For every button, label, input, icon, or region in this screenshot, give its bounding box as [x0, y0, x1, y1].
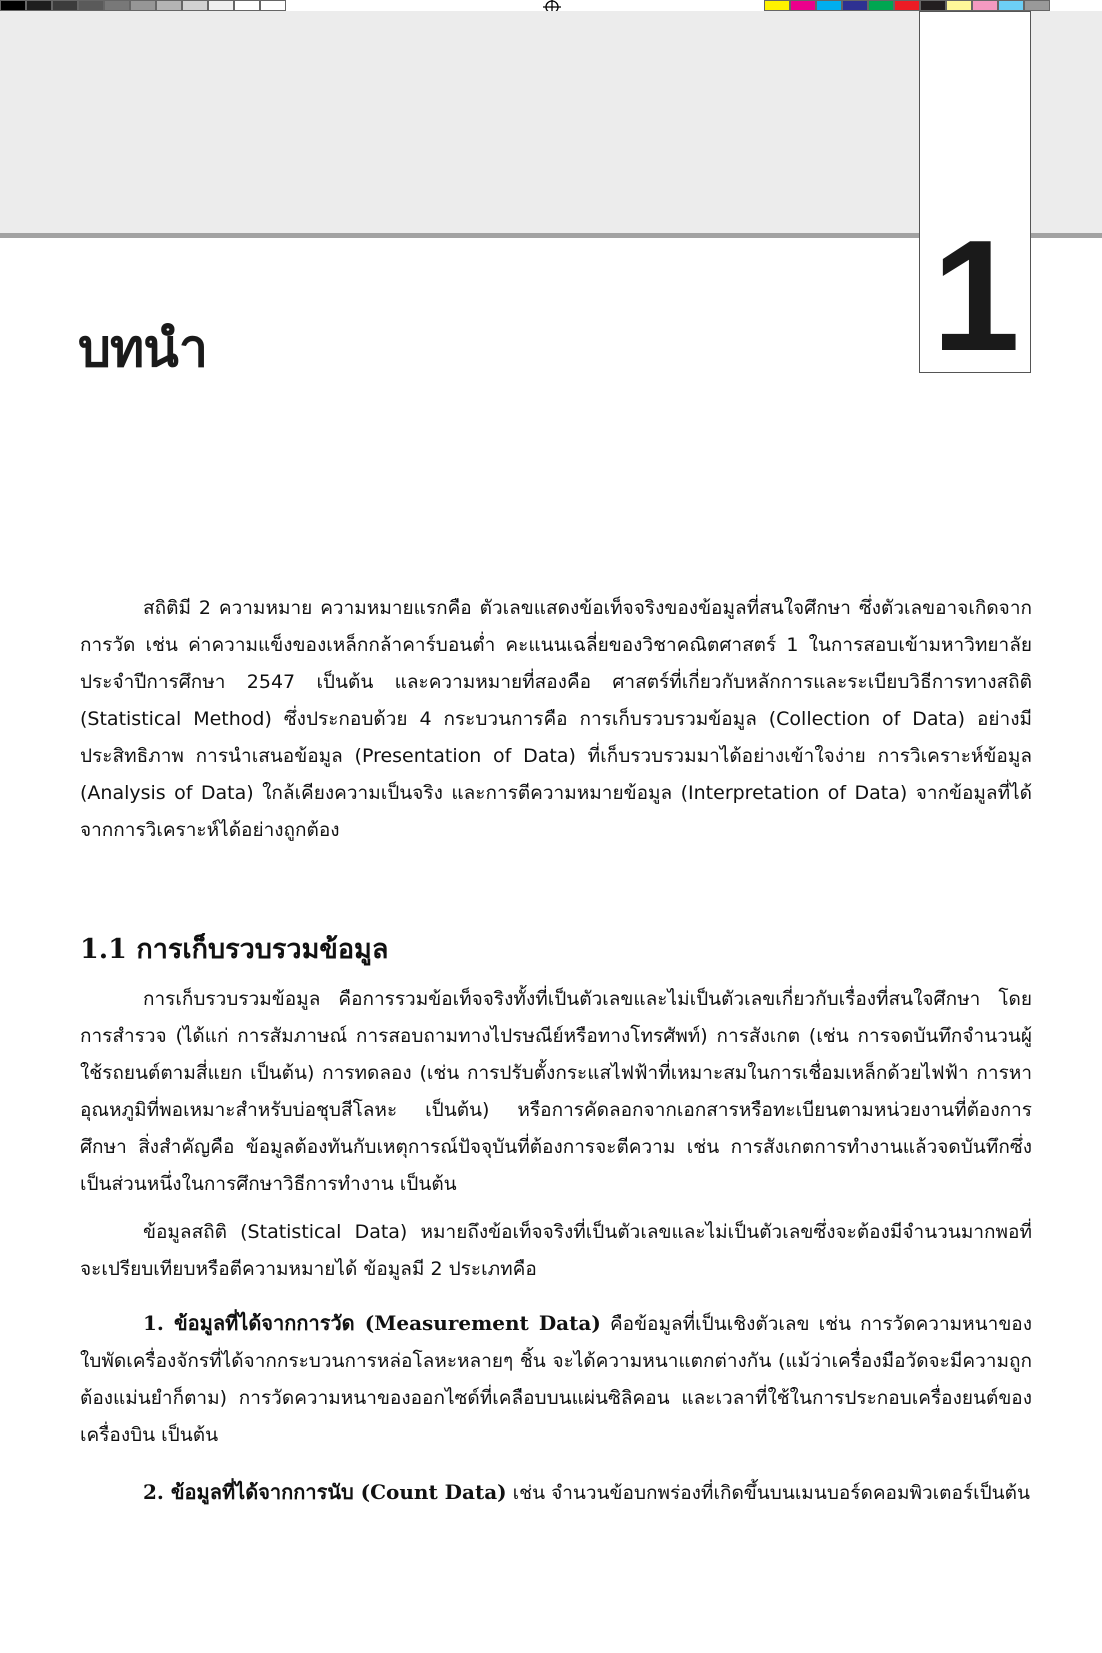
- color-swatch: [946, 0, 972, 11]
- color-swatch: [26, 0, 52, 11]
- color-swatch: [78, 0, 104, 11]
- item-heading: 2. ข้อมูลที่ได้จากการนับ (Count Data): [143, 1480, 507, 1504]
- color-swatch: [182, 0, 208, 11]
- item-text: คือข้อมูลที่เป็นเชิงตัวเลข เช่น การวัดความหนาของใบพัดเครื่องจักรที่ได้จากกระบวนการหล่อโลหะหลายๆ ชิ้น จะได้ความหนาแตกต่างกัน (แม้ว่าเครื่องมือวัดจะมีความถูกต้องแม่นยำก็ตาม) การวัดความหนาของออกไซด์ที่เคลือบบนแผ่นซิลิคอน และเวลาที่ใช้ในการประกอบเครื่องยนต์ของเครื่องบิน เป็นต้น: [80, 1313, 1032, 1446]
- color-swatch: [104, 0, 130, 11]
- color-swatch: [234, 0, 260, 11]
- section-paragraph-2: ข้อมูลสถิติ (Statistical Data) หมายถึงข้อเท็จจริงที่เป็นตัวเลขและไม่เป็นตัวเลขซึ่งจะต้องมีจำนวนมากพอที่จะเปรียบเทียบหรือตีความหมายได้ ข้อมูลมี 2 ประเภทคือ: [80, 1221, 1032, 1280]
- color-swatch: [920, 0, 946, 11]
- intro-paragraph: สถิติมี 2 ความหมาย ความหมายแรกคือ ตัวเลขแสดงข้อเท็จจริงของข้อมูลที่สนใจศึกษา ซึ่งตัวเลขอาจเกิดจากการวัด เช่น ค่าความแข็งของเหล็กกล้าคาร์บอนต่ำ คะแนนเฉลี่ยของวิชาคณิตศาสตร์ 1 ในการสอบเข้ามหาวิทยาลัยประจำปีการศึกษา 2547 เป็นต้น และความหมายที่สองคือ ศาสตร์ที่เกี่ยวกับหลักการและระเบียบวิธีการทางสถิติ (Statistical Method) ซึ่งประกอบด้วย 4 กระบวนการคือ การเก็บรวบรวมข้อมูล (Collection of Data) อย่างมีประสิทธิภาพ การนำเสนอข้อมูล (Presentation of Data) ที่เก็บรวบรวมมาได้อย่างเข้าใจง่าย การวิเคราะห์ข้อมูล (Analysis of Data) ใกล้เคียงความเป็นจริง และการตีความหมายข้อมูล (Interpretation of Data) จากข้อมูลที่ได้จากการวิเคราะห์ได้อย่างถูกต้อง: [80, 597, 1032, 841]
- chapter-number-tab: [919, 11, 1031, 384]
- color-calibration-strip: [764, 0, 1050, 11]
- color-swatch: [52, 0, 78, 11]
- chapter-title: บทนำ: [78, 320, 208, 378]
- color-swatch: [156, 0, 182, 11]
- chapter-number: 1: [932, 208, 1020, 384]
- color-swatch: [972, 0, 998, 11]
- color-swatch: [868, 0, 894, 11]
- color-swatch: [894, 0, 920, 11]
- gray-calibration-strip: [0, 0, 286, 11]
- section-heading: 1.1 การเก็บรวบรวมข้อมูล: [80, 934, 389, 965]
- color-swatch: [1024, 0, 1050, 11]
- color-swatch: [0, 0, 26, 11]
- color-swatch: [998, 0, 1024, 11]
- list-item-measurement-data: [80, 1305, 1032, 1454]
- item-text: เช่น จำนวนข้อบกพร่องที่เกิดขึ้นบนเมนบอร์ดคอมพิวเตอร์เป็นต้น: [506, 1482, 1030, 1504]
- color-swatch: [764, 0, 790, 11]
- color-swatch: [208, 0, 234, 11]
- item-heading: 1. ข้อมูลที่ได้จากการวัด (Measurement Data): [143, 1311, 601, 1335]
- color-swatch: [260, 0, 286, 11]
- color-swatch: [790, 0, 816, 11]
- color-swatch: [130, 0, 156, 11]
- section-paragraph-1: การเก็บรวบรวมข้อมูล คือการรวมข้อเท็จจริงทั้งที่เป็นตัวเลขและไม่เป็นตัวเลขเกี่ยวกับเรื่องที่สนใจศึกษา โดยการสำรวจ (ได้แก่ การสัมภาษณ์ การสอบถามทางไปรษณีย์หรือทางโทรศัพท์) การสังเกต (เช่น การจดบันทึกจำนวนผู้ใช้รถยนต์ตามสี่แยก เป็นต้น) การทดลอง (เช่น การปรับตั้งกระแสไฟฟ้าที่เหมาะสมในการเชื่อมเหล็กด้วยไฟฟ้า การหาอุณหภูมิที่พอเหมาะสำหรับบ่อชุบสีโลหะ เป็นต้น) หรือการคัดลอกจากเอกสารหรือทะเบียนตามหน่วยงานที่ต้องการศึกษา สิ่งสำคัญคือ ข้อมูลต้องทันกับเหตุการณ์ปัจจุบันที่ต้องการจะตีความ เช่น การสังเกตการทำงานแล้วจดบันทึกซึ่งเป็นส่วนหนึ่งในการศึกษาวิธีการทำงาน เป็นต้น: [80, 988, 1032, 1195]
- list-item-count-data: [80, 1474, 1032, 1512]
- color-swatch: [842, 0, 868, 11]
- color-swatch: [816, 0, 842, 11]
